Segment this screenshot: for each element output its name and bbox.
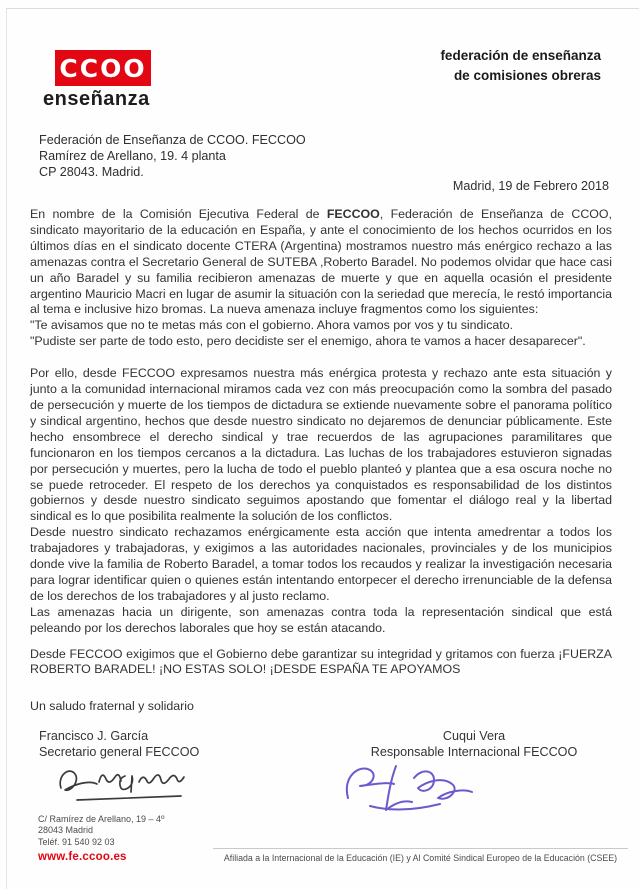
ccoo-logo	[55, 50, 151, 86]
header-organization	[440, 46, 601, 85]
dateline: Madrid, 19 de Febrero 2018	[452, 179, 609, 193]
signature-francisco-garcia-icon	[55, 760, 205, 816]
footer-website: www.fe.ccoo.es	[38, 850, 127, 863]
signer-right-name: Cuqui Vera	[442, 729, 506, 743]
header-org-line-2: de comisiones obreras	[453, 67, 601, 83]
signer-right	[339, 728, 609, 761]
header-org-line-1: federación de enseñanza	[440, 48, 601, 63]
footer-address-line-1: C/ Ramírez de Arellano, 19 – 4º	[38, 814, 165, 824]
paragraph-1-rest: , Federación de Enseñanza de CCOO, sindicato mayoritario de la educación en España, y ante el conocimiento de los hechos ocurridos en los últimos días en el sindicato docente CTERA (Argentina) mostramos nuestro más enérgico rechazo a las amenazas contra el Secretario General de SUTEBA ,Roberto Baradel. No podemos olvidar que hace casi un año Baradel y su familia recibieron amenazas de muerte y que en aquella ocasión el presidente argentino Mauricio Macri en lugar de asumir la situación con la seriedad que merecía, le restó importancia al tema e inclusive hizo bromas. La nueva amenaza incluye fragmentos como los siguientes:	[30, 207, 612, 317]
spacer	[30, 350, 612, 366]
paragraph-3: Desde nuestro sindicato rechazamos enérgicamente esta acción que intenta amedrentar a todos los trabajadores y trabajadoras, y exigimos a las autoridades nacionales, provinciales y de los municipios donde vive la familia de Roberto Baradel, a tomar todos los recaudos y realizar la investigación necesaria para lograr identificar quien o quienes están intentando entorpecer el derecho irrenunciable de la defensa de los derechos de los trabajadores y al justo reclamo.	[30, 525, 612, 603]
sender-line-2: Ramírez de Arellano, 19. 4 planta	[39, 149, 226, 164]
closing-salutation: Un saludo fraternal y solidario	[30, 699, 194, 714]
ccoo-logo-text: CCOO	[59, 53, 147, 83]
signature-cuqui-vera-icon	[330, 758, 490, 820]
sender-line-1: Federación de Enseñanza de CCOO. FECCOO	[39, 133, 306, 147]
signer-left-title: Secretario general FECCOO	[39, 745, 200, 760]
footer-affiliation: Afiliada a la Internacional de la Educación (IE) y Al Comité Sindical Europeo de la Educación (CSEE)	[213, 848, 628, 863]
sender-address	[39, 132, 306, 180]
letter-body	[30, 207, 612, 715]
footer-address-line-3: Teléf. 91 540 92 03	[38, 836, 115, 847]
footer-address-line-2: 28043 Madrid	[38, 825, 94, 836]
paragraph-5-demand: Desde FECCOO exigimos que el Gobierno debe garantizar su integridad y gritamos con fuerza ¡FUERZA ROBERTO BARADEL! ¡NO ESTAS SOLO! ¡DESDE ESPAÑA TE APOYAMOS	[30, 646, 612, 677]
signature-block	[39, 728, 609, 761]
threat-quote-2: "Pudiste ser parte de todo esto, pero decidiste ser el enemigo, ahora te vamos a hacer desaparecer".	[30, 334, 586, 349]
signer-left-name: Francisco J. García	[39, 729, 149, 743]
sender-line-3: CP 28043. Madrid.	[39, 165, 144, 180]
paragraph-1-prefix: En nombre de la Comisión Ejecutiva Federal de	[30, 207, 327, 221]
spacer	[30, 678, 612, 699]
paragraph-1-feccoo-bold: FECCOO	[326, 207, 380, 221]
spacer	[30, 637, 612, 647]
paragraph-4: Las amenazas hacia un dirigente, son amenazas contra toda la representación sindical que está peleando por los derechos laborales que hoy se están atacando.	[30, 604, 612, 635]
signer-left	[39, 728, 339, 761]
threat-quote-1: "Te avisamos que no te metas más con el gobierno. Ahora vamos por vos y tu sindicato.	[30, 318, 514, 333]
paragraph-2: Por ello, desde FECCOO expresamos nuestra más enérgica protesta y rechazo ante esta situación y junto a la comunidad internacional miramos cada vez con más preocupación como la sombra del pasado de persecución y muerte de los tiempos de dictadura se extiende nuevamente sobre el panorama político y sindical argentino, hechos que desde nuestro sindicato no dejaremos de denunciar públicamente. Este hecho ensombrece el derecho sindical y trae recuerdos de las agrupaciones paramilitares que funcionaron en los tiempos cercanos a la dictadura. Las luchas de los trabajadores estuvieron signadas por persecución y muertes, pero la lucha de todo el pueblo planteó y plantea que a esa oscura noche no se puede retroceder. El respeto de los derechos ya conquistados es responsabilidad de los distintos gobiernos y desde nuestro sindicato seguimos apostando que fomentar el diálogo real y la libertad sindical es lo que posibilita realmente la solución de los conflictos.	[30, 366, 612, 524]
footer-address	[38, 814, 164, 864]
paragraph-1	[30, 207, 612, 318]
signer-right-title: Responsable Internacional FECCOO	[370, 745, 578, 760]
logo-division-label: enseñanza	[43, 88, 150, 110]
